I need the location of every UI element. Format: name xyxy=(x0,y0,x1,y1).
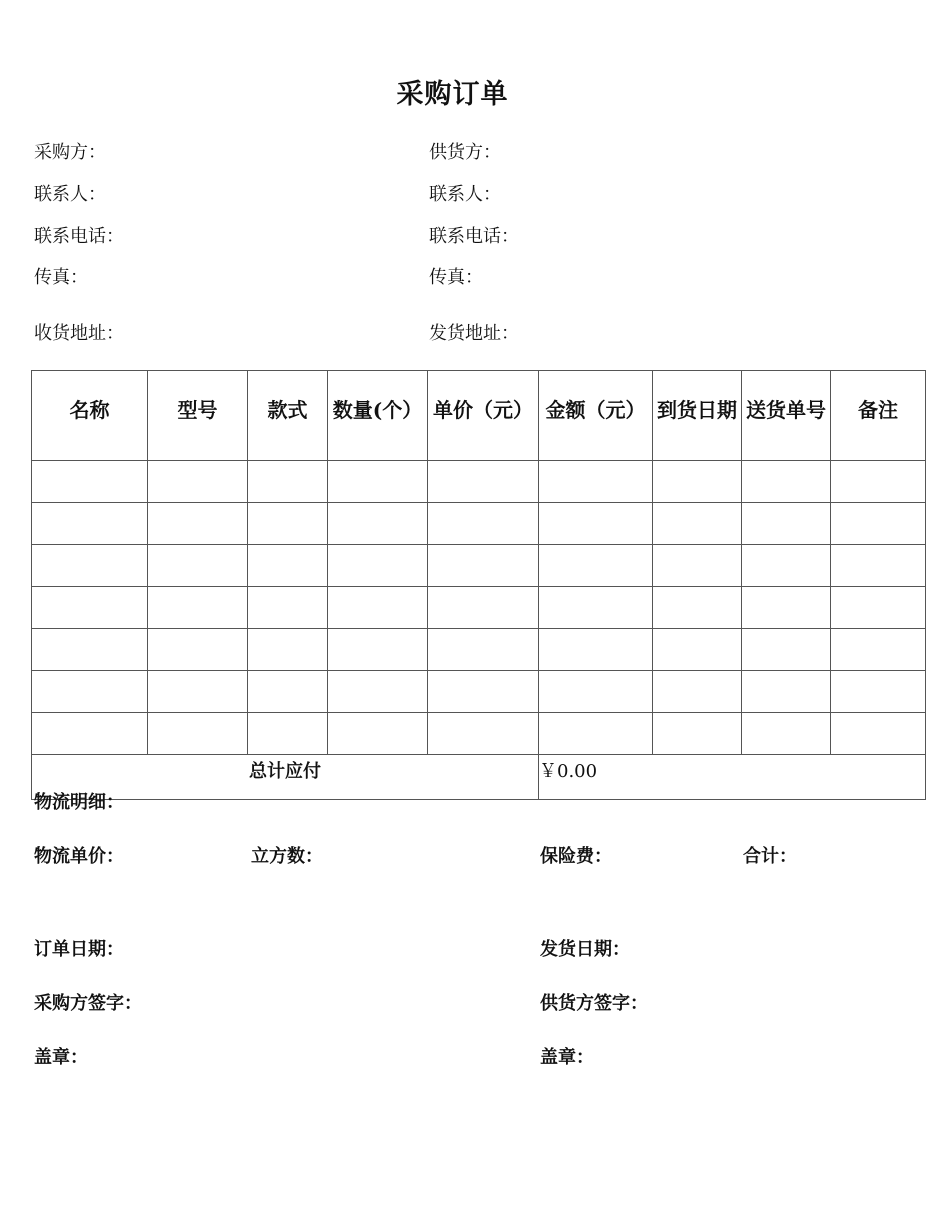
table-cell[interactable] xyxy=(428,629,539,671)
table-cell[interactable] xyxy=(653,629,742,671)
table-cell[interactable] xyxy=(831,713,926,755)
supplier-signature-label: 供货方签字： xyxy=(540,993,648,1014)
table-cell[interactable] xyxy=(248,671,328,713)
table-cell[interactable] xyxy=(653,545,742,587)
table-cell[interactable] xyxy=(32,587,148,629)
table-row xyxy=(32,461,926,503)
table-cell[interactable] xyxy=(248,587,328,629)
table-cell[interactable] xyxy=(539,587,653,629)
supplier-stamp-label: 盖章： xyxy=(540,1047,594,1068)
supplier-phone-label: 联系电话： xyxy=(429,226,519,247)
total-row xyxy=(32,755,926,800)
table-cell[interactable] xyxy=(148,713,248,755)
logistics-unit-price-label: 物流单价： xyxy=(34,846,124,867)
volume-label: 立方数： xyxy=(251,846,323,867)
table-cell[interactable] xyxy=(653,461,742,503)
table-cell[interactable] xyxy=(32,671,148,713)
table-cell[interactable] xyxy=(328,503,428,545)
table-cell[interactable] xyxy=(32,461,148,503)
table-cell[interactable] xyxy=(653,671,742,713)
table-cell[interactable] xyxy=(428,671,539,713)
table-cell[interactable] xyxy=(653,503,742,545)
table-row xyxy=(32,713,926,755)
table-cell[interactable] xyxy=(653,587,742,629)
total-value[interactable]: ￥0.00 xyxy=(539,755,926,800)
insurance-label: 保险费： xyxy=(540,846,612,867)
table-cell[interactable] xyxy=(248,545,328,587)
logistics-details-label: 物流明细： xyxy=(34,792,124,813)
buyer-phone-label: 联系电话： xyxy=(34,226,124,247)
table-cell[interactable] xyxy=(248,503,328,545)
buyer-stamp-label: 盖章： xyxy=(34,1047,88,1068)
table-cell[interactable] xyxy=(831,545,926,587)
table-cell[interactable] xyxy=(428,587,539,629)
table-row xyxy=(32,587,926,629)
table-cell[interactable] xyxy=(742,587,831,629)
table-cell[interactable] xyxy=(32,629,148,671)
column-header: 款式 xyxy=(248,371,328,461)
table-cell[interactable] xyxy=(539,671,653,713)
table-cell[interactable] xyxy=(148,545,248,587)
table-cell[interactable] xyxy=(428,545,539,587)
table-cell[interactable] xyxy=(539,545,653,587)
table-cell[interactable] xyxy=(539,461,653,503)
table-cell[interactable] xyxy=(32,545,148,587)
table-cell[interactable] xyxy=(32,503,148,545)
column-header: 送货单号 xyxy=(742,371,831,461)
table-row xyxy=(32,545,926,587)
table-cell[interactable] xyxy=(742,629,831,671)
table-header-row xyxy=(32,371,926,461)
table-row xyxy=(32,503,926,545)
column-header: 备注 xyxy=(831,371,926,461)
table-cell[interactable] xyxy=(428,461,539,503)
receive-address-label: 收货地址： xyxy=(34,323,124,344)
ship-address-label: 发货地址： xyxy=(429,323,519,344)
order-date-label: 订单日期： xyxy=(34,939,124,960)
table-cell[interactable] xyxy=(742,545,831,587)
ship-date-label: 发货日期： xyxy=(540,939,630,960)
column-header: 到货日期 xyxy=(653,371,742,461)
table-cell[interactable] xyxy=(328,545,428,587)
table-cell[interactable] xyxy=(831,671,926,713)
table-cell[interactable] xyxy=(831,461,926,503)
table-cell[interactable] xyxy=(831,587,926,629)
table-cell[interactable] xyxy=(742,503,831,545)
table-row xyxy=(32,629,926,671)
table-cell[interactable] xyxy=(428,503,539,545)
logistics-sum-label: 合计： xyxy=(743,846,797,867)
table-row xyxy=(32,671,926,713)
buyer-label: 采购方： xyxy=(34,142,106,163)
table-cell[interactable] xyxy=(742,713,831,755)
table-cell[interactable] xyxy=(148,461,248,503)
order-table xyxy=(31,370,926,800)
table-cell[interactable] xyxy=(328,671,428,713)
table-cell[interactable] xyxy=(248,461,328,503)
table-cell[interactable] xyxy=(328,713,428,755)
table-cell[interactable] xyxy=(539,629,653,671)
column-header: 单价（元） xyxy=(428,371,539,461)
supplier-contact-label: 联系人： xyxy=(429,184,501,205)
column-header: 金额（元） xyxy=(539,371,653,461)
supplier-label: 供货方： xyxy=(429,142,501,163)
table-cell[interactable] xyxy=(831,629,926,671)
table-cell[interactable] xyxy=(428,713,539,755)
table-cell[interactable] xyxy=(328,461,428,503)
supplier-fax-label: 传真： xyxy=(429,267,483,288)
table-cell[interactable] xyxy=(539,503,653,545)
table-cell[interactable] xyxy=(831,503,926,545)
total-label: 总计应付 xyxy=(32,755,539,800)
table-cell[interactable] xyxy=(742,461,831,503)
page-title: 采购订单 xyxy=(396,79,509,110)
table-cell[interactable] xyxy=(328,629,428,671)
table-cell[interactable] xyxy=(148,587,248,629)
buyer-signature-label: 采购方签字： xyxy=(34,993,142,1014)
buyer-contact-label: 联系人： xyxy=(34,184,106,205)
table-cell[interactable] xyxy=(32,713,148,755)
table-cell[interactable] xyxy=(148,503,248,545)
table-cell[interactable] xyxy=(653,713,742,755)
column-header: 名称 xyxy=(32,371,148,461)
column-header: 数量(个） xyxy=(328,371,428,461)
table-cell[interactable] xyxy=(328,587,428,629)
table-cell[interactable] xyxy=(248,629,328,671)
buyer-fax-label: 传真： xyxy=(34,267,88,288)
table-cell[interactable] xyxy=(248,713,328,755)
table-cell[interactable] xyxy=(742,671,831,713)
table-cell[interactable] xyxy=(148,629,248,671)
table-cell[interactable] xyxy=(539,713,653,755)
table-cell[interactable] xyxy=(148,671,248,713)
column-header: 型号 xyxy=(148,371,248,461)
